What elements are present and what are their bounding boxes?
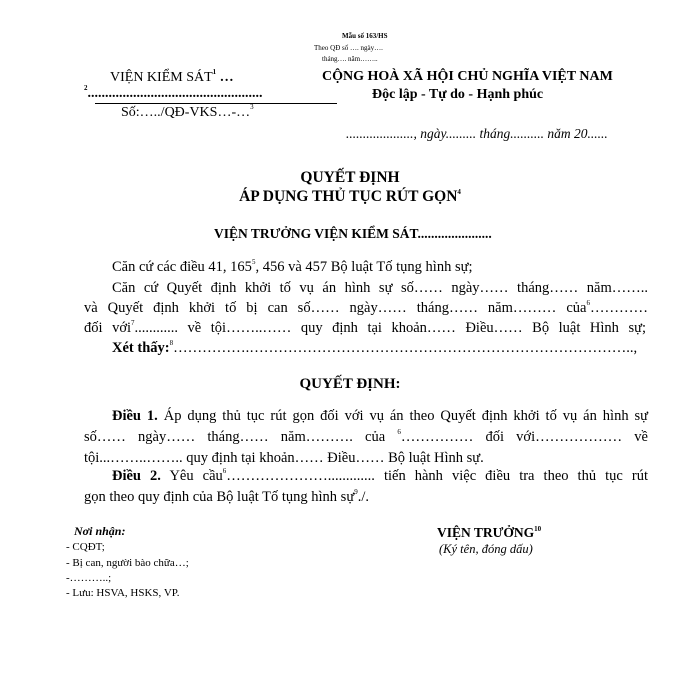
signature-title: VIỆN TRƯỞNG$^{10}$ bbox=[437, 524, 542, 540]
basis-articles: Căn cứ các điều 41, $165^5$, 456 và 457 Bộ luật Tố tụng hình sự; bbox=[112, 258, 473, 275]
header-divider bbox=[95, 103, 337, 104]
document-subtitle: ÁP DỤNG THỦ TỤC RÚT GỌN$^4$ bbox=[239, 187, 461, 205]
place-date-line: ...................., ngày......... tháng.......... năm 20...... bbox=[346, 126, 608, 141]
agency-name: VIỆN KIỂM SÁT$^1$ … bbox=[110, 68, 234, 85]
recipient-item: - CQĐT; bbox=[66, 541, 105, 553]
document-title: QUYẾT ĐỊNH bbox=[300, 169, 400, 186]
form-decision-date: tháng…. năm…….. bbox=[322, 55, 378, 63]
basis-defendant-decision: và Quyết định khởi tố bị can số…… ngày…… tháng…… năm……… của$^6$………… bbox=[84, 299, 648, 316]
recipient-item: - Bị can, người bào chữa…; bbox=[66, 557, 189, 569]
nation-name: CỘNG HOÀ XÃ HỘI CHỦ NGHĨA VIỆT NAM bbox=[322, 69, 613, 84]
form-number: Mẫu số 163/HS bbox=[342, 32, 388, 40]
considering-clause: Xét thấy:$^8$…………….…………………………………………………………………….., bbox=[112, 340, 638, 356]
document-number: Số:…../QĐ-VKS…-…$^3$ bbox=[121, 103, 254, 120]
basis-charge: đối với$^7$............ về tội……..…… quy định tại khoản…… Điều…… Bộ luật Hình sự; bbox=[84, 319, 646, 336]
recipient-item: -………..; bbox=[66, 572, 112, 584]
decision-heading: QUYẾT ĐỊNH: bbox=[299, 376, 401, 392]
national-motto: Độc lập - Tự do - Hạnh phúc bbox=[372, 87, 544, 102]
signature-note: (Ký tên, đóng dấu) bbox=[439, 542, 533, 556]
form-decision-ref: Theo QĐ số …. ngày…. bbox=[314, 44, 383, 52]
article-1-line-2: số…… ngày…… tháng…… năm………. của $^6$…………… đối với……………… về bbox=[84, 428, 648, 445]
article-1-line-1: Điều 1. Áp dụng thủ tục rút gọn đối với vụ án theo Quyết định khởi tố vụ án hình sự bbox=[112, 408, 649, 424]
article-2-line-1: Điều 2. Yêu cầu$^6$…………………............. tiến hành việc điều tra theo thủ tục rút bbox=[112, 467, 649, 484]
issuing-authority: VIỆN TRƯỞNG VIỆN KIỂM SÁT...................... bbox=[214, 226, 492, 241]
recipients-title: Nơi nhận: bbox=[74, 524, 126, 538]
article-2-line-2: gọn theo quy định của Bộ luật Tố tụng hình sự$^9$./. bbox=[84, 488, 369, 505]
recipient-item: - Lưu: HSVA, HSKS, VP. bbox=[66, 587, 180, 599]
basis-case-decision: Căn cứ Quyết định khởi tố vụ án hình sự số…… ngày…… tháng…… năm…….. bbox=[112, 280, 648, 296]
article-1-line-3: tội...……..…….. quy định tại khoản…… Điều…… Bộ luật Hình sự. bbox=[84, 450, 484, 466]
agency-subunit-line: $^2$.................................................. bbox=[84, 84, 263, 101]
